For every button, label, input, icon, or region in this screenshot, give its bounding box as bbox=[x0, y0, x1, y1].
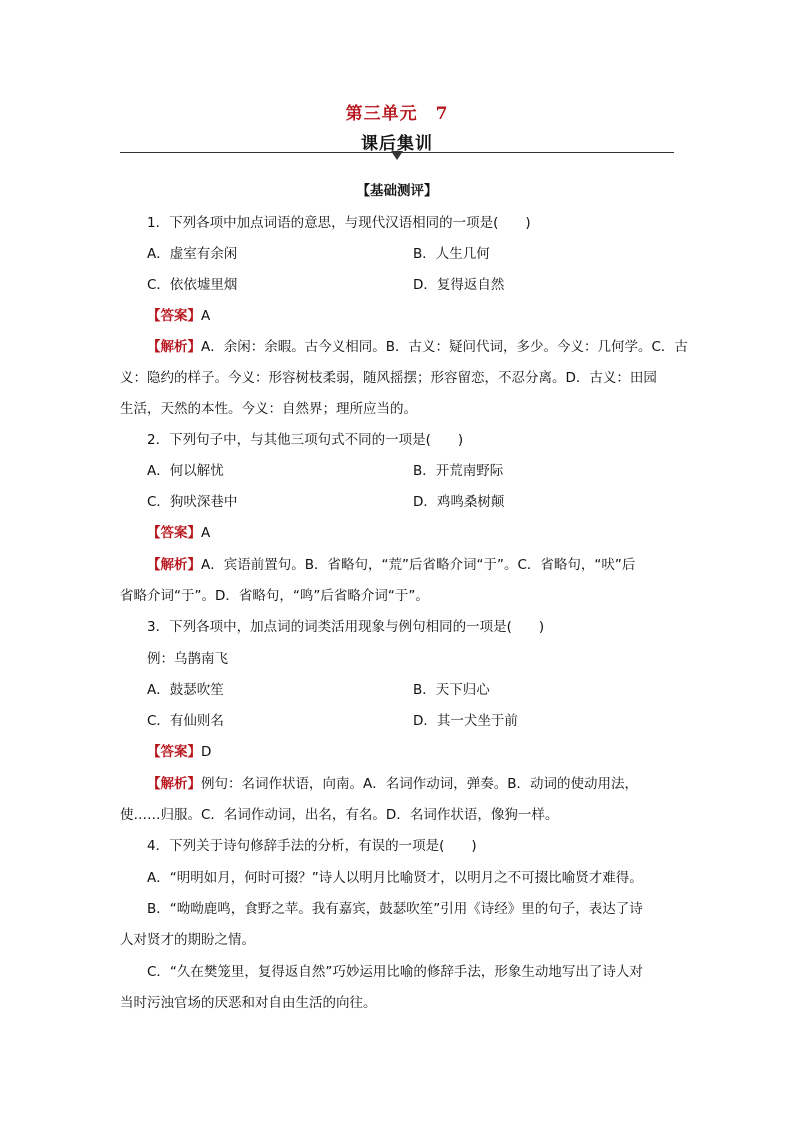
answer-tag: 【答案】 bbox=[147, 744, 201, 760]
q1-answer-value: A bbox=[201, 308, 211, 324]
section-heading: 【基础测评】 bbox=[356, 183, 438, 199]
q2-answer-value: A bbox=[201, 525, 211, 541]
q1-option-a: A．虚室有余闲 bbox=[147, 246, 238, 262]
q1-analysis-line-3: 生活，天然的本性。今义：自然界；理所应当的。 bbox=[120, 401, 417, 417]
analysis-tag: 【解析】 bbox=[147, 776, 201, 792]
q4-option-b-line-2: 人对贤才的期盼之情。 bbox=[120, 932, 255, 948]
q3-option-c: C．有仙则名 bbox=[147, 713, 224, 729]
q3-answer bbox=[147, 740, 211, 760]
analysis-tag: 【解析】 bbox=[147, 557, 201, 573]
page-subtitle: 课后集训 bbox=[361, 134, 433, 154]
lesson-number: 7 bbox=[435, 104, 449, 124]
q2-analysis-text-1: A．宾语前置句。B．省略句，“荒”后省略介词“于”。C．省略句，“吠”后 bbox=[201, 557, 636, 573]
q4-option-c-line-1: C．“久在樊笼里，复得返自然”巧妙运用比喻的修辞手法，形象生动地写出了诗人对 bbox=[147, 964, 643, 980]
q4-stem: 4．下列关于诗句修辞手法的分析，有误的一项是( ) bbox=[147, 838, 477, 854]
q2-answer bbox=[147, 521, 210, 541]
analysis-tag: 【解析】 bbox=[147, 339, 201, 355]
q2-option-d: D．鸡鸣桑树颠 bbox=[413, 494, 505, 510]
q4-option-c-line-2: 当时污浊官场的厌恶和对自由生活的向往。 bbox=[120, 995, 377, 1011]
q2-analysis-line-1 bbox=[147, 553, 635, 573]
q1-option-b: B．人生几何 bbox=[413, 246, 490, 262]
q3-stem: 3．下列各项中，加点词的词类活用现象与例句相同的一项是( ) bbox=[147, 619, 545, 635]
q3-option-d: D．其一犬坐于前 bbox=[413, 713, 518, 729]
answer-tag: 【答案】 bbox=[147, 308, 201, 324]
q3-analysis-text-1: 例句：名词作状语，向南。A．名词作动词，弹奏。B．动词的使动用法， bbox=[201, 776, 638, 792]
q4-option-a: A．“明明如月，何时可掇？”诗人以明月比喻贤才，以明月之不可掇比喻贤才难得。 bbox=[147, 870, 643, 886]
unit-name: 第三单元 bbox=[345, 104, 418, 124]
q2-option-c: C．狗吠深巷中 bbox=[147, 494, 238, 510]
q1-stem: 1．下列各项中加点词语的意思，与现代汉语相同的一项是( ) bbox=[147, 215, 531, 231]
q2-stem: 2．下列句子中，与其他三项句式不同的一项是( ) bbox=[147, 432, 464, 448]
answer-tag: 【答案】 bbox=[147, 525, 201, 541]
q4-option-b-line-1: B．“呦呦鹿鸣，食野之苹。我有嘉宾，鼓瑟吹笙”引用《诗经》里的句子，表达了诗 bbox=[147, 901, 643, 917]
q1-option-d: D．复得返自然 bbox=[413, 277, 505, 293]
q1-analysis-line-1 bbox=[147, 335, 688, 355]
q1-analysis-text-1: A．余闲：余暇。古今义相同。B．古义：疑问代词，多少。今义：几何学。C．古 bbox=[201, 339, 688, 355]
unit-title bbox=[0, 99, 794, 124]
q3-option-a: A．鼓瑟吹笙 bbox=[147, 682, 224, 698]
q3-option-b: B．天下归心 bbox=[413, 682, 490, 698]
q2-option-b: B．开荒南野际 bbox=[413, 463, 504, 479]
q2-analysis-line-2: 省略介词“于”。D．省略句，“鸣”后省略介词“于”。 bbox=[120, 588, 429, 604]
q1-analysis-line-2: 义：隐约的样子。今义：形容树枝柔弱，随风摇摆；形容留恋，不忍分离。D．古义：田园 bbox=[120, 370, 657, 386]
q3-example: 例：乌鹊南飞 bbox=[147, 651, 228, 667]
q3-answer-value: D bbox=[201, 744, 212, 760]
triangle-marker-icon bbox=[391, 151, 403, 160]
q3-analysis-line-2: 使……归服。C．名词作动词，出名，有名。D．名词作状语，像狗一样。 bbox=[120, 807, 559, 823]
q1-answer bbox=[147, 304, 210, 324]
q3-analysis-line-1 bbox=[147, 772, 638, 792]
q1-option-c: C．依依墟里烟 bbox=[147, 277, 238, 293]
q2-option-a: A．何以解忧 bbox=[147, 463, 224, 479]
